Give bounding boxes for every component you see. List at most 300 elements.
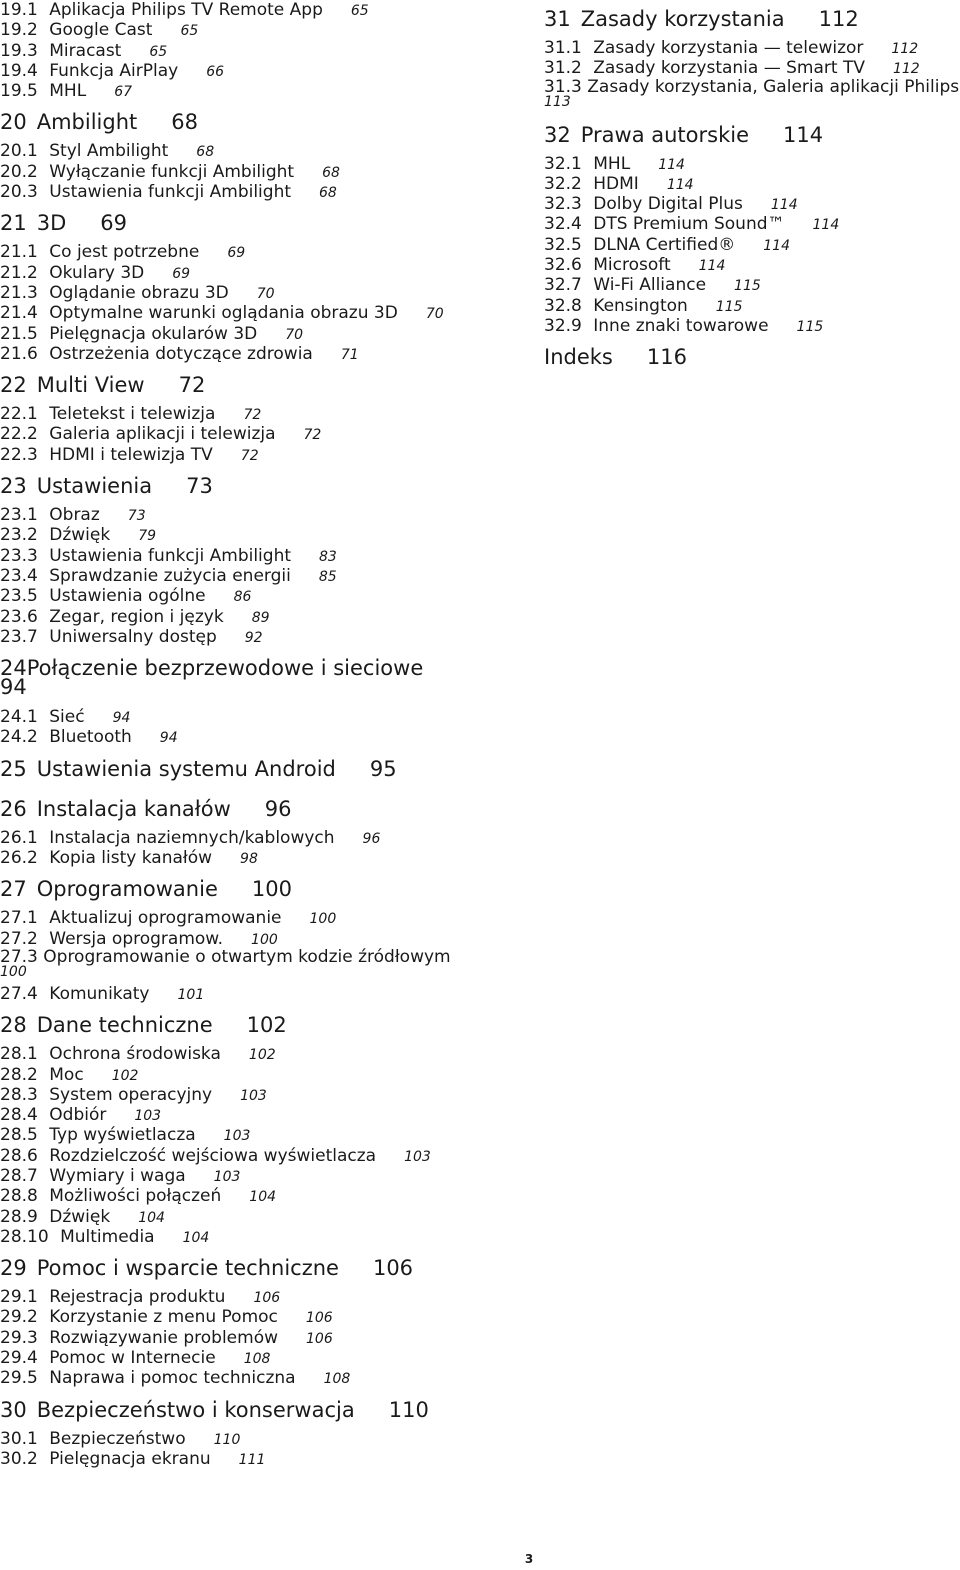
toc-entry[interactable] xyxy=(0,41,520,61)
entry-title: MHL xyxy=(49,81,87,102)
entry-page: 104 xyxy=(182,1229,210,1246)
entry-title: Instalacja naziemnych/kablowych xyxy=(49,827,335,848)
entry-page: 102 xyxy=(111,1067,139,1084)
entry-page: 69 xyxy=(172,265,191,282)
section-number: 29 xyxy=(0,1256,27,1281)
entry-number: 19.4 xyxy=(0,60,38,81)
entry-title: Odbiór xyxy=(49,1105,107,1126)
entry-number: 22.3 xyxy=(0,444,38,465)
toc-section xyxy=(0,647,520,748)
toc-entry[interactable] xyxy=(544,194,960,214)
entry-number: 23.7 xyxy=(0,626,38,647)
entry-title: Naprawa i pomoc techniczna xyxy=(49,1368,296,1389)
entry-page: 96 xyxy=(362,830,381,847)
toc-entry[interactable] xyxy=(0,1368,520,1388)
entry-number: 29.2 xyxy=(0,1307,38,1328)
section-heading[interactable] xyxy=(544,0,960,38)
toc-entry[interactable] xyxy=(0,182,520,202)
entry-title: Ostrzeżenia dotyczące zdrowia xyxy=(49,343,313,364)
toc-entry[interactable] xyxy=(0,908,520,928)
toc-section xyxy=(0,364,520,465)
toc-entry[interactable] xyxy=(0,1186,520,1206)
entry-page: 114 xyxy=(698,258,726,275)
entry-page: 66 xyxy=(206,63,225,80)
entry-title: Zasady korzystania, Galeria aplikacji Philips xyxy=(587,76,960,97)
section-page: 102 xyxy=(246,1013,287,1038)
toc-entry[interactable] xyxy=(0,242,520,262)
entry-page: 67 xyxy=(114,84,133,101)
entry-number: 28.6 xyxy=(0,1145,38,1166)
entry-number: 27.4 xyxy=(0,983,38,1004)
toc-entry[interactable] xyxy=(544,316,960,336)
entry-title: Oprogramowanie o otwartym kodzie źródłowym xyxy=(43,946,451,967)
entry-number: 28.1 xyxy=(0,1044,38,1065)
entry-title: Ustawienia funkcji Ambilight xyxy=(49,545,292,566)
toc-entry[interactable] xyxy=(0,20,520,40)
toc-right-column xyxy=(544,0,960,376)
entry-title: Rozwiązywanie problemów xyxy=(49,1327,278,1348)
entry-number: 21.2 xyxy=(0,262,38,283)
toc-section xyxy=(544,336,960,376)
entry-number: 31.3 xyxy=(544,76,582,97)
continued-entries xyxy=(0,0,520,101)
entry-number: 23.2 xyxy=(0,525,38,546)
entry-number: 21.5 xyxy=(0,323,38,344)
entry-number: 28.7 xyxy=(0,1165,38,1186)
toc-entry[interactable] xyxy=(0,566,520,586)
entry-number: 28.9 xyxy=(0,1206,38,1227)
entry-page: 79 xyxy=(138,528,157,545)
section-page: 106 xyxy=(372,1256,414,1281)
entry-number: 26.2 xyxy=(0,848,38,869)
entry-number: 28.5 xyxy=(0,1125,38,1146)
entry-number: 27.3 xyxy=(0,946,38,967)
section-page: 110 xyxy=(388,1397,429,1422)
entry-number: 21.3 xyxy=(0,282,38,303)
section-page: 114 xyxy=(783,122,824,147)
entry-number: 23.6 xyxy=(0,606,38,627)
entry-page: 106 xyxy=(306,1330,333,1347)
toc-entry[interactable] xyxy=(544,174,960,194)
entry-number: 20.3 xyxy=(0,182,38,203)
entry-number: 28.4 xyxy=(0,1105,38,1126)
entry-number: 23.3 xyxy=(0,545,38,566)
entry-page: 68 xyxy=(196,144,215,161)
toc-entry[interactable] xyxy=(0,424,520,444)
entry-page: 73 xyxy=(127,508,146,525)
entry-number: 19.2 xyxy=(0,20,38,41)
entry-page: 111 xyxy=(238,1451,266,1468)
entry-number: 30.1 xyxy=(0,1428,38,1449)
entry-title: Dźwięk xyxy=(49,1206,111,1227)
entry-title: Rejestracja produktu xyxy=(49,1287,226,1308)
toc-entry[interactable] xyxy=(0,1328,520,1348)
toc-entry[interactable] xyxy=(0,81,520,101)
section-heading[interactable] xyxy=(0,1004,520,1044)
entry-title: Aplikacja Philips TV Remote App xyxy=(49,0,323,20)
entry-page: 69 xyxy=(227,245,246,262)
toc-entry[interactable] xyxy=(0,1287,520,1307)
toc-entry[interactable] xyxy=(0,1085,520,1105)
section-heading[interactable] xyxy=(0,202,520,242)
section-title: Zasady korzystania xyxy=(580,7,785,31)
entry-title: Teletekst i telewizja xyxy=(49,404,216,425)
entry-title: DLNA Certified® xyxy=(593,234,736,255)
toc-section xyxy=(0,101,520,202)
entry-page: 71 xyxy=(340,346,359,363)
toc-entry[interactable] xyxy=(0,344,520,364)
entry-title: Dolby Digital Plus xyxy=(593,194,743,215)
section-title: Multi View xyxy=(36,373,145,398)
toc-entry[interactable] xyxy=(0,1449,520,1469)
entry-title: Obraz xyxy=(49,505,100,526)
section-number: 32 xyxy=(544,122,571,147)
entry-number: 24.1 xyxy=(0,707,38,728)
entry-number: 23.5 xyxy=(0,586,38,607)
entry-page: 100 xyxy=(309,911,337,928)
entry-number: 21.4 xyxy=(0,303,38,324)
entry-page: 103 xyxy=(213,1168,241,1185)
section-title: Ustawienia systemu Android xyxy=(36,756,336,781)
toc-entry[interactable] xyxy=(0,404,520,424)
entry-title: Ustawienia ogólne xyxy=(49,586,206,607)
entry-number: 21.1 xyxy=(0,242,38,263)
entry-page: 106 xyxy=(305,1310,333,1327)
entry-page: 65 xyxy=(350,3,369,19)
section-number: 24 xyxy=(0,656,27,681)
toc-entry[interactable] xyxy=(544,76,960,114)
entry-number: 32.9 xyxy=(544,315,582,336)
section-title: Indeks xyxy=(544,345,613,370)
toc-entry[interactable] xyxy=(0,1065,520,1085)
toc-section xyxy=(0,1247,520,1388)
entry-title: Styl Ambilight xyxy=(49,141,169,162)
entry-number: 20.1 xyxy=(0,141,38,162)
entry-page: 114 xyxy=(658,156,685,173)
toc-entry[interactable] xyxy=(0,607,520,627)
toc-entry[interactable] xyxy=(0,303,520,323)
toc-entry[interactable] xyxy=(544,235,960,255)
entry-page: 115 xyxy=(734,278,761,295)
toc-section xyxy=(544,114,960,337)
toc-entry[interactable] xyxy=(0,828,520,848)
entry-title: Wi-Fi Alliance xyxy=(593,275,707,296)
entry-title: Pielęgnacja ekranu xyxy=(49,1448,211,1469)
toc-entry[interactable] xyxy=(0,1207,520,1227)
section-heading[interactable] xyxy=(0,748,520,788)
entry-number: 19.3 xyxy=(0,40,38,61)
entry-title: Wyłączanie funkcji Ambilight xyxy=(49,161,295,182)
entry-title: Wersja oprogramow. xyxy=(49,928,224,949)
section-page: 95 xyxy=(369,756,397,781)
section-title: Ustawienia xyxy=(36,474,153,499)
toc-entry[interactable] xyxy=(0,1348,520,1368)
entry-page: 86 xyxy=(233,589,252,606)
entry-page: 100 xyxy=(0,963,27,980)
entry-page: 102 xyxy=(248,1047,276,1064)
toc-entry[interactable] xyxy=(0,707,520,727)
section-heading[interactable] xyxy=(0,1389,520,1429)
section-title: Instalacja kanałów xyxy=(36,796,231,821)
entry-page: 106 xyxy=(253,1290,281,1307)
toc-entry[interactable] xyxy=(544,296,960,316)
entry-title: Kensington xyxy=(593,295,688,316)
toc-section xyxy=(0,748,520,788)
toc-entry[interactable] xyxy=(0,283,520,303)
section-heading[interactable] xyxy=(544,114,960,154)
section-page: 69 xyxy=(100,211,127,236)
entry-page: 72 xyxy=(243,407,262,424)
entry-page: 85 xyxy=(318,568,337,585)
entry-title: Ustawienia funkcji Ambilight xyxy=(49,182,292,203)
entry-title: HDMI i telewizja TV xyxy=(49,444,213,465)
entry-title: System operacyjny xyxy=(49,1084,213,1105)
entry-page: 70 xyxy=(425,306,444,323)
entry-title: Rozdzielczość wejściowa wyświetlacza xyxy=(49,1145,377,1166)
section-title: Połączenie bezprzewodowe i sieciowe xyxy=(26,656,424,681)
entry-page: 94 xyxy=(112,710,131,727)
entry-title: Sprawdzanie zużycia energii xyxy=(49,565,291,586)
entry-title: Moc xyxy=(49,1064,84,1085)
section-number: 28 xyxy=(0,1013,27,1038)
entry-number: 28.2 xyxy=(0,1064,38,1085)
entry-title: Możliwości połączeń xyxy=(49,1186,222,1207)
entry-number: 19.1 xyxy=(0,0,38,20)
entry-title: Sieć xyxy=(49,707,85,728)
entry-title: Multimedia xyxy=(60,1226,155,1247)
entry-page: 108 xyxy=(323,1371,351,1388)
section-heading[interactable] xyxy=(0,868,520,908)
section-number: 27 xyxy=(0,877,27,902)
section-heading[interactable] xyxy=(0,647,520,707)
entry-number: 27.2 xyxy=(0,928,38,949)
entry-title: Wymiary i waga xyxy=(49,1165,186,1186)
entry-title: Co jest potrzebne xyxy=(49,242,200,263)
entry-title: Zasady korzystania — telewizor xyxy=(593,38,864,58)
section-number: 30 xyxy=(0,1397,27,1422)
entry-title: Typ wyświetlacza xyxy=(49,1125,196,1146)
entry-number: 23.1 xyxy=(0,505,38,526)
entry-title: Oglądanie obrazu 3D xyxy=(49,282,229,303)
entry-page: 108 xyxy=(243,1351,271,1368)
entry-number: 21.6 xyxy=(0,343,38,364)
toc-section xyxy=(0,465,520,647)
section-title: Oprogramowanie xyxy=(36,877,218,902)
toc-entry[interactable] xyxy=(0,929,520,949)
entry-page: 113 xyxy=(544,93,571,110)
toc-entry[interactable] xyxy=(0,546,520,566)
toc-section xyxy=(0,868,520,1004)
toc-entry[interactable] xyxy=(0,586,520,606)
toc-entry[interactable] xyxy=(0,1429,520,1449)
toc-entry[interactable] xyxy=(0,984,520,1004)
entry-page: 72 xyxy=(303,427,322,444)
entry-title: Zasady korzystania — Smart TV xyxy=(593,58,865,79)
entry-page: 104 xyxy=(138,1209,165,1226)
entry-page: 114 xyxy=(812,217,840,234)
entry-page: 72 xyxy=(240,447,259,464)
entry-title: Kopia listy kanałów xyxy=(49,848,213,869)
section-number: 21 xyxy=(0,211,27,236)
entry-number: 32.6 xyxy=(544,255,582,276)
toc-entry[interactable] xyxy=(544,214,960,234)
toc-entry[interactable] xyxy=(544,275,960,295)
section-page: 100 xyxy=(251,877,292,902)
toc-entry[interactable] xyxy=(0,162,520,182)
entry-page: 65 xyxy=(180,23,199,40)
entry-number: 31.1 xyxy=(544,38,582,58)
entry-title: DTS Premium Sound™ xyxy=(593,214,785,235)
section-heading[interactable] xyxy=(0,101,520,141)
toc-entry[interactable] xyxy=(0,1105,520,1125)
section-number: 20 xyxy=(0,110,27,135)
entry-title: Okulary 3D xyxy=(49,262,145,283)
entry-title: Aktualizuj oprogramowanie xyxy=(49,908,282,929)
entry-title: Bezpieczeństwo xyxy=(49,1428,186,1449)
section-heading[interactable] xyxy=(0,788,520,828)
entry-page: 70 xyxy=(285,326,304,343)
toc-section xyxy=(0,788,520,869)
entry-page: 68 xyxy=(322,164,340,181)
entry-number: 28.8 xyxy=(0,1186,38,1207)
section-page: 68 xyxy=(171,110,198,135)
toc-entry[interactable] xyxy=(0,848,520,868)
entry-title: MHL xyxy=(593,153,631,174)
entry-page: 92 xyxy=(244,629,263,646)
entry-title: Korzystanie z menu Pomoc xyxy=(49,1307,278,1328)
entry-title: Pielęgnacja okularów 3D xyxy=(49,323,258,344)
toc-entry[interactable] xyxy=(0,324,520,344)
toc-entry[interactable] xyxy=(0,946,520,984)
entry-page: 115 xyxy=(796,318,824,335)
toc-entry[interactable] xyxy=(0,505,520,525)
page-number: 3 xyxy=(524,1552,534,1566)
toc-entry[interactable] xyxy=(0,0,520,20)
section-title: Prawa autorskie xyxy=(580,122,750,147)
toc-entry[interactable] xyxy=(0,1146,520,1166)
entry-title: Dźwięk xyxy=(49,525,111,546)
entry-page: 103 xyxy=(404,1148,431,1165)
toc-entry[interactable] xyxy=(0,263,520,283)
section-title: Bezpieczeństwo i konserwacja xyxy=(36,1397,355,1422)
section-number: 31 xyxy=(544,7,571,31)
entry-title: Uniwersalny dostęp xyxy=(49,626,217,647)
entry-title: Galeria aplikacji i telewizja xyxy=(49,424,276,445)
entry-page: 68 xyxy=(319,185,337,202)
section-page: 96 xyxy=(264,796,292,821)
entry-page: 89 xyxy=(251,609,270,626)
section-heading[interactable] xyxy=(0,364,520,404)
entry-title: HDMI xyxy=(593,173,639,194)
toc-entry[interactable] xyxy=(0,1044,520,1064)
entry-title: Komunikaty xyxy=(49,983,150,1004)
section-title: Dane techniczne xyxy=(36,1013,213,1038)
entry-number: 28.10 xyxy=(0,1226,49,1247)
entry-title: Zegar, region i język xyxy=(49,606,224,627)
toc-entry[interactable] xyxy=(0,525,520,545)
section-page: 112 xyxy=(818,7,859,31)
toc-entry[interactable] xyxy=(0,1166,520,1186)
entry-number: 29.3 xyxy=(0,1327,38,1348)
toc-entry[interactable] xyxy=(0,1227,520,1247)
entry-title: Google Cast xyxy=(49,20,153,41)
entry-number: 32.3 xyxy=(544,194,582,215)
toc-entry[interactable] xyxy=(544,38,960,58)
section-number: 23 xyxy=(0,474,27,499)
toc-entry[interactable] xyxy=(0,1125,520,1145)
entry-number: 32.2 xyxy=(544,173,582,194)
entry-title: Microsoft xyxy=(593,255,671,276)
entry-title: Optymalne warunki oglądania obrazu 3D xyxy=(49,303,398,324)
toc-entry[interactable] xyxy=(544,255,960,275)
toc-entry[interactable] xyxy=(544,154,960,174)
section-title: 3D xyxy=(36,211,67,236)
entry-page: 114 xyxy=(666,176,694,193)
toc-section xyxy=(0,1389,520,1470)
entry-number: 29.4 xyxy=(0,1348,38,1369)
entry-page: 103 xyxy=(240,1087,267,1104)
section-page: 73 xyxy=(186,474,213,499)
entry-page: 103 xyxy=(134,1108,162,1125)
toc-entry[interactable] xyxy=(0,1307,520,1327)
toc-entry[interactable] xyxy=(0,727,520,747)
entry-number: 30.2 xyxy=(0,1448,38,1469)
entry-page: 94 xyxy=(159,730,178,747)
toc-entry[interactable] xyxy=(0,61,520,81)
entry-number: 32.7 xyxy=(544,275,582,296)
entry-title: Miracast xyxy=(49,40,122,61)
entry-number: 24.2 xyxy=(0,727,38,748)
entry-number: 22.2 xyxy=(0,424,38,445)
toc-entry[interactable] xyxy=(0,141,520,161)
section-number: 25 xyxy=(0,756,27,781)
section-number: 26 xyxy=(0,796,27,821)
entry-page: 100 xyxy=(251,931,278,948)
entry-page: 98 xyxy=(240,851,258,868)
entry-page: 103 xyxy=(223,1128,251,1145)
entry-number: 20.2 xyxy=(0,161,38,182)
entry-number: 29.5 xyxy=(0,1368,38,1389)
toc-entry[interactable] xyxy=(0,445,520,465)
entry-number: 28.3 xyxy=(0,1084,38,1105)
entry-number: 27.1 xyxy=(0,908,38,929)
entry-number: 23.4 xyxy=(0,565,38,586)
entry-number: 32.1 xyxy=(544,153,582,174)
entry-title: Funkcja AirPlay xyxy=(49,60,179,81)
entry-page: 112 xyxy=(891,41,919,57)
toc-entry[interactable] xyxy=(544,58,960,78)
entry-number: 26.1 xyxy=(0,827,38,848)
entry-number: 19.5 xyxy=(0,81,38,102)
section-number: 22 xyxy=(0,373,27,398)
section-heading[interactable] xyxy=(0,1247,520,1287)
section-page: 116 xyxy=(646,345,687,370)
toc-section xyxy=(0,1004,520,1247)
entry-number: 32.8 xyxy=(544,295,582,316)
entry-number: 22.1 xyxy=(0,404,38,425)
entry-page: 112 xyxy=(892,61,920,78)
entry-page: 101 xyxy=(177,986,205,1003)
toc-section xyxy=(0,202,520,364)
entry-number: 32.5 xyxy=(544,234,582,255)
toc-section xyxy=(544,0,960,114)
entry-number: 29.1 xyxy=(0,1287,38,1308)
toc-entry[interactable] xyxy=(0,627,520,647)
section-heading[interactable] xyxy=(0,465,520,505)
entry-page: 114 xyxy=(770,197,798,214)
section-heading[interactable] xyxy=(544,336,960,376)
entry-page: 115 xyxy=(715,298,743,315)
